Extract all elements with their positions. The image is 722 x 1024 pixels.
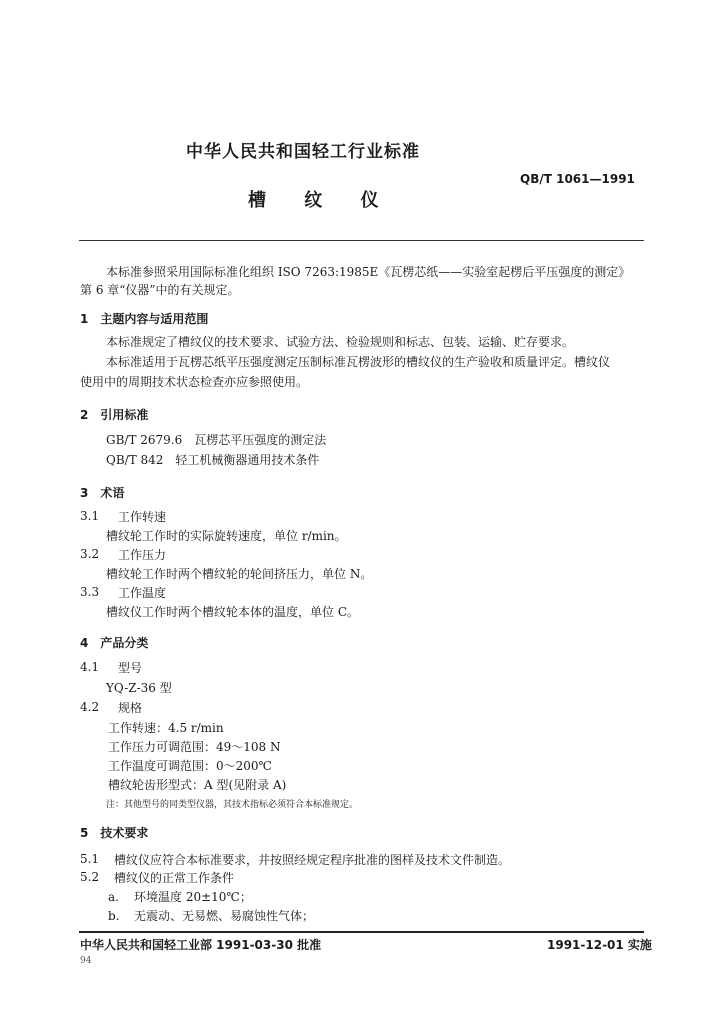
- term-number: 3.3: [80, 585, 100, 599]
- spec-tooth-profile: 槽纹轮齿形型式：A 型(见附录 A): [108, 778, 287, 792]
- term-number: 3.1: [80, 509, 100, 523]
- list-label: b.: [108, 909, 120, 923]
- section-3-heading: 3 术语: [80, 486, 125, 500]
- section-2-heading: 2 引用标准: [80, 408, 149, 422]
- reference-1: GB/T 2679.6 瓦楞芯平压强度的测定法: [106, 433, 327, 447]
- header-divider: [79, 240, 644, 241]
- list-label: a.: [108, 890, 119, 904]
- spec-working-speed: 工作转速：4.5 r/min: [108, 721, 224, 735]
- note: 注：其他型号的同类型仪器，其技术指标必须符合本标准规定。: [106, 800, 359, 810]
- term-description: 槽纹轮工作时两个槽纹轮的轮间挤压力，单位 N。: [106, 567, 373, 581]
- footer-divider: [79, 931, 644, 933]
- term-description: 槽纹仪工作时两个槽纹轮本体的温度，单位 C。: [106, 605, 359, 619]
- term-title: 工作转速: [118, 510, 167, 524]
- spec-working-temperature: 工作温度可调范围：0～200℃: [108, 759, 272, 773]
- section-1-para-2b: 使用中的周期技术状态检查亦应参照使用。: [80, 375, 309, 389]
- subsection-number: 5.1: [80, 852, 100, 866]
- subsection-number: 4.2: [80, 700, 100, 714]
- spec-working-pressure: 工作压力可调范围：49～108 N: [108, 740, 281, 754]
- term-number: 3.2: [80, 547, 100, 561]
- doc-title: 槽 纹 仪: [248, 190, 395, 211]
- section-5-heading: 5 技术要求: [80, 826, 149, 840]
- condition-b: 无震动、无易燃、易腐蚀性气体；: [134, 909, 315, 923]
- model-value: YQ-Z-36 型: [106, 681, 172, 695]
- requirement-5-1: 槽纹仪应符合本标准要求，并按照经规定程序批准的图样及技术文件制造。: [114, 853, 511, 867]
- standard-code: QB/T 1061—1991: [520, 172, 635, 186]
- condition-a: 环境温度 20±10℃；: [134, 890, 252, 904]
- section-1-para-1: 本标准规定了槽纹仪的技术要求、试验方法、检验规则和标志、包装、运输、贮存要求。: [106, 335, 575, 349]
- reference-2: QB/T 842 轻工机械衡器通用技术条件: [106, 453, 320, 467]
- term-description: 槽纹轮工作时的实际旋转速度，单位 r/min。: [106, 529, 347, 543]
- subsection-title: 型号: [118, 661, 143, 675]
- term-title: 工作压力: [118, 548, 167, 562]
- subsection-number: 5.2: [80, 870, 100, 884]
- term-title: 工作温度: [118, 586, 167, 600]
- effective-date: 1991-12-01 实施: [547, 938, 652, 952]
- section-4-heading: 4 产品分类: [80, 636, 149, 650]
- org-title: 中华人民共和国轻工行业标准: [186, 142, 420, 162]
- preface-line-1: 本标准参照采用国际标准化组织 ISO 7263:1985E《瓦楞芯纸——实验室起楞后平压强度的测定》: [106, 265, 631, 279]
- subsection-number: 4.1: [80, 660, 100, 674]
- section-1-heading: 1 主题内容与适用范围: [80, 312, 209, 326]
- requirement-5-2: 槽纹仪的正常工作条件: [114, 871, 235, 885]
- preface-line-2: 第 6 章“仪器”中的有关规定。: [80, 283, 240, 297]
- approval-info: 中华人民共和国轻工业部 1991-03-30 批准: [80, 938, 322, 952]
- page-number: 94: [80, 956, 92, 966]
- subsection-title: 规格: [118, 701, 143, 715]
- section-1-para-2a: 本标准适用于瓦楞芯纸平压强度测定压制标准瓦楞波形的槽纹仪的生产验收和质量评定。槽纹仪: [106, 355, 611, 369]
